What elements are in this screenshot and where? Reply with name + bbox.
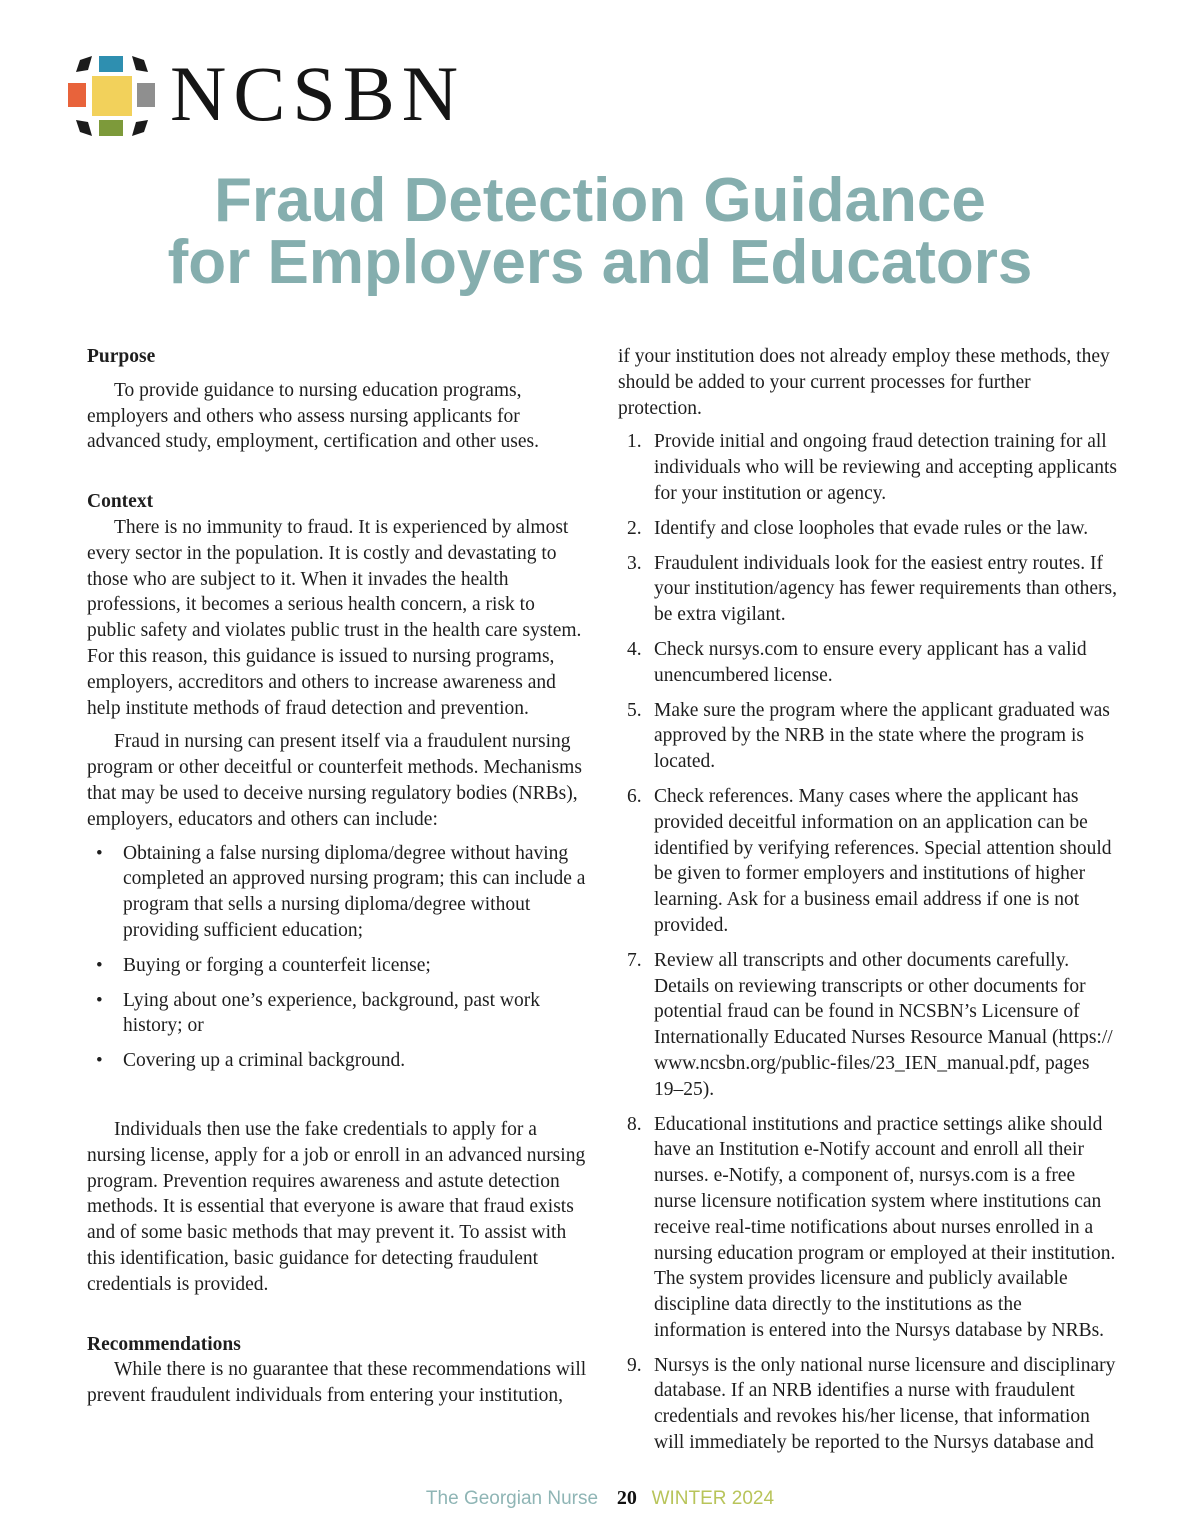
list-item: 1. Provide initial and ongoing fraud detection training for all individuals who will be reviewing and accepting applicants for your institution or agency. <box>627 431 1118 504</box>
list-item: 9. Nursys is the only national nurse licensure and disciplinary database. If an NRB identifies a nurse with fraudulent credentials and revokes his/her license, that information will immediately be reported to the Nursys database and <box>627 1354 1116 1454</box>
context-paragraph-3: Individuals then use the fake credentials to apply for a nursing license, apply for a job or enroll in an advanced nursing program. Prevention requires awareness and astute detection methods. It is essential that everyone is aware that fraud exists and of some basic methods that may prevent it. To assist with this identification, basic guidance for detecting fraudulent credentials is provided. <box>87 1118 586 1295</box>
list-item: 8. Educational institutions and practice settings alike should have an Institution e-Notify account and enroll all their nurses. e-Notify, a component of, nursys.com is a free nurse licensure notification system where institutions can receive real-time notifications about nurses enrolled in a nursing education program or employed at their institution. The system provides licensure and publicly available discipline data directly to the institutions as the information is entered into the Nursys database by NRBs. <box>627 1113 1116 1341</box>
context-paragraph-2: Fraud in nursing can present itself via a fraudulent nursing program or other deceitful or counterfeit methods. Mechanisms that may be used to deceive nursing regulatory bodies (NRBs), employers, educators and others can include: <box>87 731 582 830</box>
right-column <box>618 344 1118 1465</box>
list-item: • Covering up a criminal background. <box>87 1048 587 1074</box>
title-line-1: Fraud Detection Guidance <box>214 166 986 235</box>
ncsbn-logo-mark-icon <box>66 50 158 142</box>
magazine-name: The Georgian Nurse <box>425 1488 599 1509</box>
left-column <box>87 344 587 1409</box>
bullet-icon: • <box>96 989 103 1011</box>
list-item: 7. Review all transcripts and other documents carefully. Details on reviewing transcripts or other documents for potential fraud can be found in NCSBN’s Licensure of Internationally Educated Nurses Resource Manual (https:// www.ncsbn.org/public-files/23_IEN_manual.pdf, pages 19–25). <box>627 949 1113 1100</box>
list-item: 4. Check nursys.com to ensure every applicant has a valid unencumbered license. <box>627 638 1087 686</box>
list-item: 2. Identify and close loopholes that evade rules or the law. <box>627 517 1089 539</box>
page-footer <box>0 1484 1200 1513</box>
purpose-text: To provide guidance to nursing education programs, employers and others who assess nursing applicants for advanced study, employment, certification and other uses. <box>87 379 539 453</box>
page-title <box>0 166 1200 297</box>
list-item: 5. Make sure the program where the applicant graduated was approved by the NRB in the state where the program is located. <box>627 699 1110 773</box>
title-line-2: for Employers and Educators <box>167 228 1033 297</box>
logo-wordmark: NCSBN <box>170 50 466 137</box>
bullet-icon: • <box>96 842 103 864</box>
list-item: 6. Check references. Many cases where the applicant has provided deceitful information on an application can be identified by verifying references. Special attention should be given to former employers and institutions of higher learning. Ask for a business email address if one is not provided. <box>627 785 1112 936</box>
recommendations-list <box>618 429 1118 1455</box>
list-item: • Obtaining a false nursing diploma/degree without having completed an approved nursing program; this can include a program that sells a nursing diploma/degree without providing sufficient education; <box>96 842 586 941</box>
ncsbn-logo <box>66 50 466 142</box>
list-item: 3. Fraudulent individuals look for the easiest entry routes. If your institution/agency has fewer requirements than others, be extra vigilant. <box>627 552 1117 626</box>
recommendations-heading: Recommendations <box>87 1333 241 1355</box>
bullet-icon: • <box>96 1050 103 1072</box>
recommendations-intro: While there is no guarantee that these recommendations will prevent fraudulent individuals from entering your institution, <box>87 1359 587 1407</box>
list-item: • Lying about one’s experience, background, past work history; or <box>96 989 540 1037</box>
fraud-mechanisms-list <box>87 841 587 1074</box>
issue-season: WINTER 2024 <box>651 1488 775 1509</box>
context-heading: Context <box>87 491 154 513</box>
context-paragraph-1: There is no immunity to fraud. It is experienced by almost every sector in the population. It is costly and devastating to those who are subject to it. When it invades the health professions, it becomes a serious health concern, a risk to public safety and violates public trust in the health care system. For this reason, this guidance is issued to nursing programs, employers, accreditors and others to increase awareness and help institute methods of fraud detection and prevention. <box>87 516 582 719</box>
bullet-icon: • <box>96 954 103 976</box>
recommendations-intro-continued: if your institution does not already employ these methods, they should be added to your current processes for further protection. <box>618 346 1110 419</box>
purpose-heading: Purpose <box>87 346 156 367</box>
page-number: 20 <box>616 1487 637 1509</box>
list-item: • Buying or forging a counterfeit license; <box>87 953 587 979</box>
